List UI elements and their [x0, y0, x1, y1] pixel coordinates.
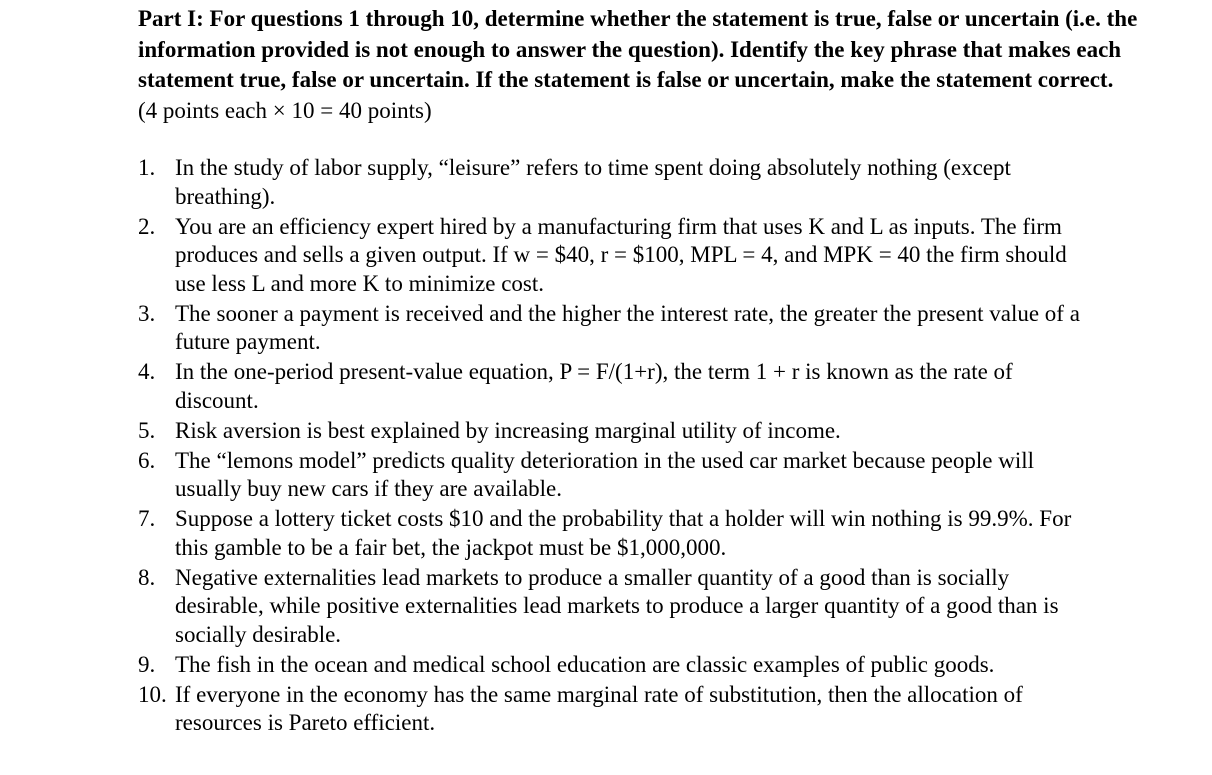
question-item [138, 681, 1098, 738]
question-item [138, 154, 1098, 211]
question-text: The fish in the ocean and medical school education are classic examples of public goods. [175, 651, 995, 677]
instructions-bold-text: Part I: For questions 1 through 10, determine whether the statement is true, false or uncertain (i.e. the information provided is not enough to answer the question). Identify the key phrase that makes each statement true, false or uncertain. If the statement is false or uncertain, make the statement correct. [138, 6, 1138, 92]
question-number: 8. [138, 564, 156, 590]
question-number: 10. [138, 681, 167, 707]
question-list [138, 154, 1098, 739]
document-page [138, 4, 1138, 735]
question-text: The sooner a payment is received and the higher the interest rate, the greater the present value of a future payment. [175, 300, 1080, 354]
question-number: 6. [138, 447, 156, 473]
question-item [138, 213, 1098, 299]
question-item [138, 651, 1098, 680]
question-text: Negative externalities lead markets to produce a smaller quantity of a good than is socially desirable, while positive externalities lead markets to produce a larger quantity of a good than is socially desirable. [175, 564, 1059, 647]
question-item [138, 417, 1098, 446]
question-number: 2. [138, 213, 156, 239]
question-number: 7. [138, 506, 156, 531]
question-text: You are an efficiency expert hired by a manufacturing firm that uses K and L as inputs. The firm produces and sells a given output. If w = $40, r = $100, MPL = 4, and MPK = 40 the firm should use less L and more K to minimize cost. [175, 213, 1067, 296]
question-item [138, 447, 1098, 504]
question-text: The “lemons model” predicts quality deterioration in the used car market because people will usually buy new cars if they are available. [175, 447, 1034, 501]
question-number: 9. [138, 651, 156, 677]
question-number: 1. [138, 155, 156, 180]
question-text: In the study of labor supply, “leisure” refers to time spent doing absolutely nothing (except breathing). [175, 155, 1011, 209]
question-item [138, 505, 1098, 562]
points-note: (4 points each × 10 = 40 points) [138, 97, 432, 123]
question-number: 5. [138, 417, 156, 443]
section-instructions [138, 4, 1138, 126]
question-item [138, 564, 1098, 650]
question-text: If everyone in the economy has the same marginal rate of substitution, then the allocation of resources is Pareto efficient. [175, 681, 1023, 735]
question-text: Risk aversion is best explained by increasing marginal utility of income. [175, 417, 841, 443]
question-number: 4. [138, 359, 156, 384]
question-text: In the one-period present-value equation, P = F/(1+r), the term 1 + r is known as the rate of discount. [175, 359, 1013, 413]
question-number: 3. [138, 300, 156, 326]
question-item [138, 358, 1098, 415]
question-text: Suppose a lottery ticket costs $10 and the probability that a holder will win nothing is 99.9%. For this gamble to be a fair bet, the jackpot must be $1,000,000. [175, 506, 1072, 560]
question-item [138, 300, 1098, 357]
cut-off-next-section [138, 765, 1038, 775]
